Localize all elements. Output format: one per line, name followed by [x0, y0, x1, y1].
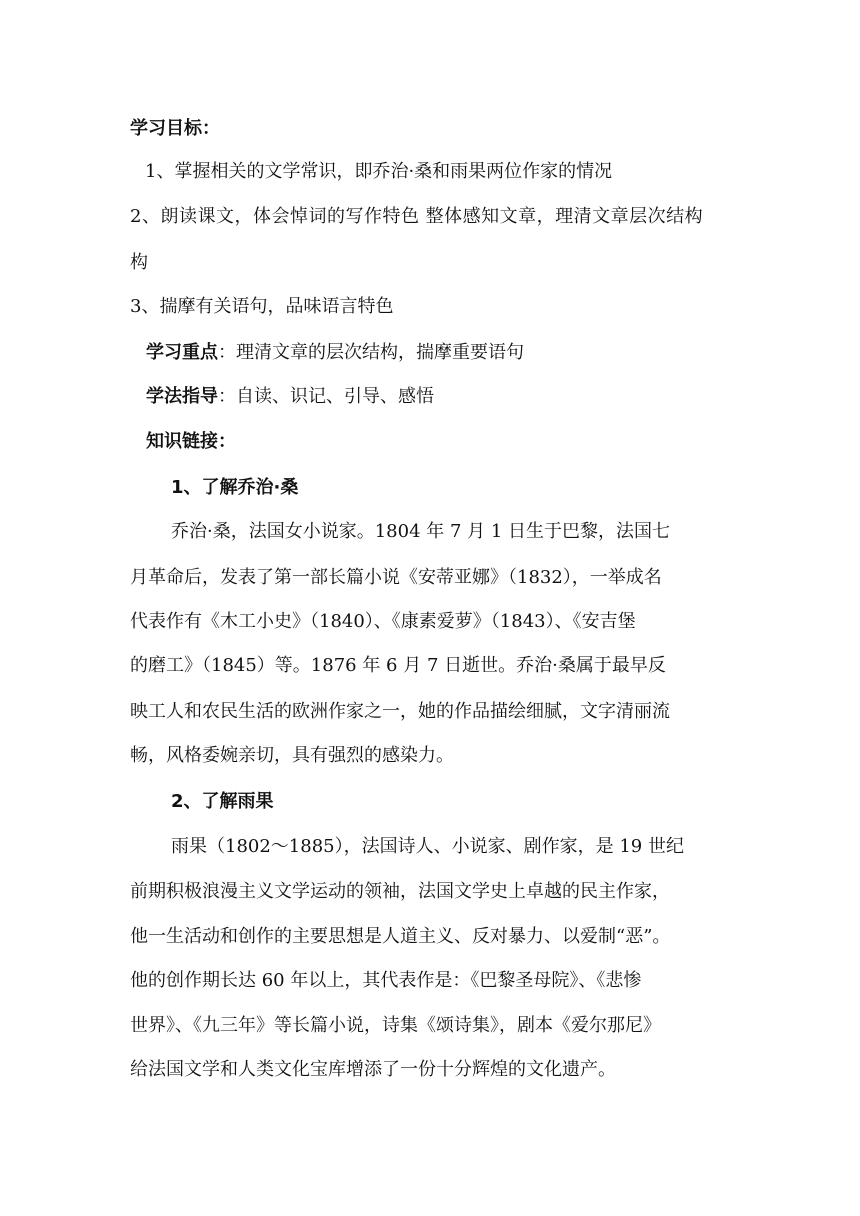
hugo-paragraph-line-3: 他一生活动和创作的主要思想是人道主义、反对暴力、以爱制“恶”。 — [130, 926, 671, 947]
objective-item-1: 1、掌握相关的文学常识，即乔治·桑和雨果两位作家的情况 — [145, 161, 613, 182]
hugo-paragraph-line-2: 前期积极浪漫主义文学运动的领袖，法国文学史上卓越的民主作家， — [130, 881, 670, 902]
sand-paragraph-line-3: 代表作有《木工小史》（1840）、《康素爱萝》（1843）、《安吉堡 — [130, 611, 636, 632]
study-focus — [146, 341, 524, 365]
objective-item-2-continued: 构 — [130, 252, 148, 273]
sand-paragraph-line-2: 月革命后，发表了第一部长篇小说《安蒂亚娜》（1832），一举成名 — [130, 567, 662, 588]
study-method-label: 学法指导 — [146, 386, 218, 407]
sand-paragraph-line-1: 乔治·桑，法国女小说家。1804 年 7 月 1 日生于巴黎，法国七 — [171, 521, 671, 542]
sand-paragraph-line-6: 畅，风格委婉亲切，具有强烈的感染力。 — [130, 745, 454, 766]
objective-item-3: 3、揣摩有关语句，品味语言特色 — [130, 296, 394, 317]
study-method-text: ：自读、识记、引导、感悟 — [218, 386, 434, 407]
hugo-paragraph-line-5: 世界》、《九三年》等长篇小说，诗集《颂诗集》，剧本《爱尔那尼》 — [130, 1015, 661, 1036]
study-focus-label: 学习重点 — [146, 342, 218, 363]
hugo-paragraph-line-4: 他的创作期长达 60 年以上，其代表作是：《巴黎圣母院》、《悲惨 — [130, 970, 642, 991]
sand-paragraph-line-5: 映工人和农民生活的欧洲作家之一，她的作品描绘细腻，文字清丽流 — [130, 701, 670, 722]
hugo-paragraph-line-6: 给法国文学和人类文化宝库增添了一份十分辉煌的文化遗产。 — [130, 1059, 616, 1080]
sand-section-title: 1、了解乔治·桑 — [171, 477, 299, 498]
hugo-paragraph-line-1: 雨果（1802～1885），法国诗人、小说家、剧作家，是 19 世纪 — [171, 836, 684, 857]
objective-item-2-text: 2、朗读课文，体会悼词的写作特色 整体感知文章，理清文章层次结构 — [130, 206, 704, 227]
study-focus-text: ：理清文章的层次结构，揣摩重要语句 — [218, 342, 524, 363]
knowledge-heading: 知识链接： — [146, 431, 236, 452]
study-method — [146, 385, 434, 409]
sand-paragraph-line-4: 的磨工》（1845）等。1876 年 6 月 7 日逝世。乔治·桑属于最早反 — [130, 655, 666, 676]
objectives-heading: 学习目标： — [130, 118, 220, 139]
objective-item-2 — [130, 205, 728, 229]
hugo-section-title: 2、了解雨果 — [171, 791, 274, 812]
